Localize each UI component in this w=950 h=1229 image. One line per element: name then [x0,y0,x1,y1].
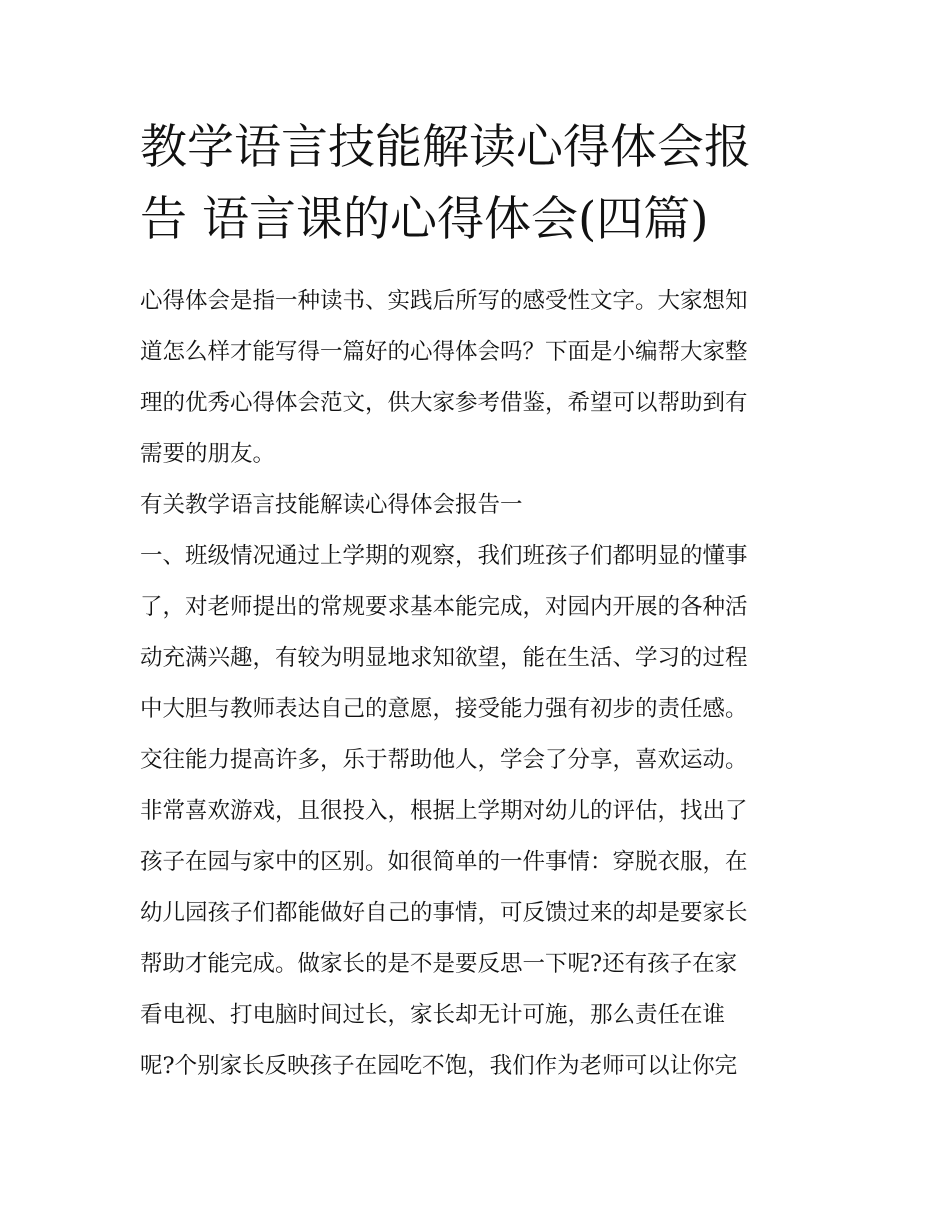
paragraph-line-3: 动充满兴趣，有较为明显地求知欲望，能在生活、学习的过程 [140,645,748,671]
paragraph-line-4: 中大胆与教师表达自己的意愿，接受能力强有初步的责任感。 [140,696,748,722]
paragraph-line-10: 看电视、打电脑时间过长，家长却无计可施，那么责任在谁 [140,1002,726,1028]
section-heading: 有关教学语言技能解读心得体会报告一 [140,492,523,518]
paragraph-line-2: 了，对老师提出的常规要求基本能完成，对园内开展的各种活 [140,594,748,620]
intro-line-3: 理的优秀心得体会范文，供大家参考借鉴，希望可以帮助到有 [140,390,748,416]
intro-line-1: 心得体会是指一种读书、实践后所写的感受性文字。大家想知 [140,288,748,314]
paragraph-line-1: 一、班级情况通过上学期的观察，我们班孩子们都明显的懂事 [140,543,748,569]
document-title [140,112,820,256]
paragraph-line-8: 幼儿园孩子们都能做好自己的事情，可反馈过来的却是要家长 [140,900,748,926]
intro-line-4: 需要的朋友。 [140,441,276,467]
paragraph-line-5: 交往能力提高许多，乐于帮助他人，学会了分享，喜欢运动。 [140,747,748,773]
document-content [140,112,820,1092]
intro-line-2: 道怎么样才能写得一篇好的心得体会吗？下面是小编帮大家整 [140,339,748,365]
paragraph-line-7: 孩子在园与家中的区别。如很简单的一件事情：穿脱衣服，在 [140,849,748,875]
title-line-2: 告 语言课的心得体会(四篇) [140,192,709,247]
document-body [140,276,820,1092]
paragraph-line-6: 非常喜欢游戏，且很投入，根据上学期对幼儿的评估，找出了 [140,798,748,824]
paragraph-line-11: 呢?个别家长反映孩子在园吃不饱，我们作为老师可以让你完 [140,1053,738,1079]
paragraph-line-9: 帮助才能完成。做家长的是不是要反思一下呢?还有孩子在家 [140,951,738,977]
title-line-1: 教学语言技能解读心得体会报 [140,120,751,175]
